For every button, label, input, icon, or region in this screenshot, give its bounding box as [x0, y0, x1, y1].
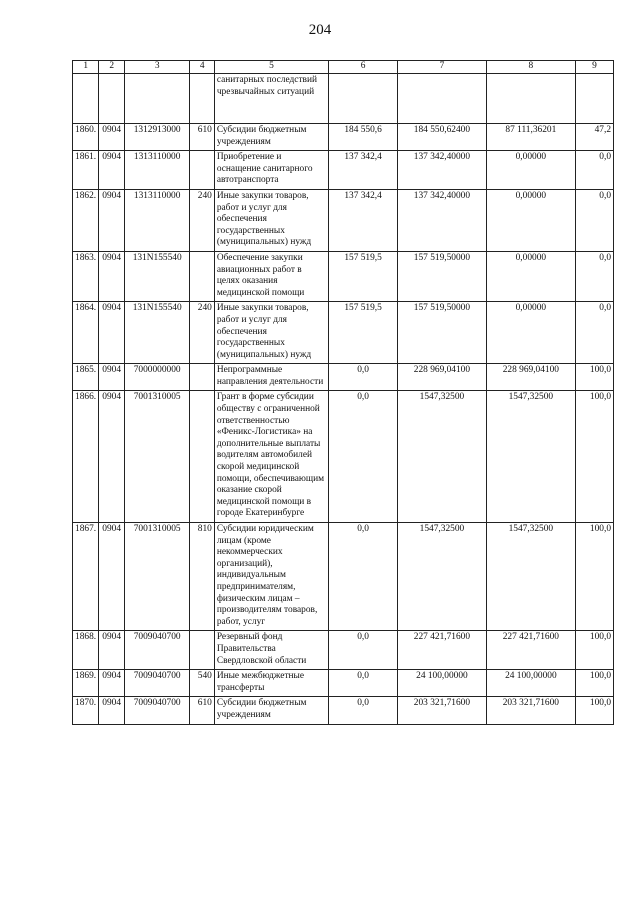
row-number: 1863. — [73, 251, 99, 301]
target-code: 7009040700 — [124, 697, 190, 724]
plan-amount: 0,0 — [329, 670, 398, 697]
row-number: 1870. — [73, 697, 99, 724]
expense-name: Грант в форме субсидии обществу с ограниченной ответственностью «Феникс-Логистика» на дополнительные выплаты водителям автомобилей скорой медицинской помощи, обеспечивающим оказание скорой медицинской помощи в городе Екатеринбурге — [214, 391, 328, 523]
plan-amount: 184 550,6 — [329, 124, 398, 151]
execution-percent: 0,0 — [575, 302, 613, 364]
cell-empty — [190, 74, 214, 124]
cell-empty — [73, 74, 99, 124]
row-number: 1866. — [73, 391, 99, 523]
cell-empty — [397, 74, 486, 124]
expense-type — [190, 251, 214, 301]
header-row — [73, 61, 614, 74]
row-number: 1865. — [73, 364, 99, 391]
refined-amount: 227 421,71600 — [397, 631, 486, 670]
refined-amount: 184 550,62400 — [397, 124, 486, 151]
table-row — [73, 124, 614, 151]
target-code: 131N155540 — [124, 251, 190, 301]
cell-empty — [486, 74, 575, 124]
expense-name: Обеспечение закупки авиационных работ в целях оказания медицинской помощи — [214, 251, 328, 301]
refined-amount: 137 342,40000 — [397, 151, 486, 190]
executed-amount: 0,00000 — [486, 189, 575, 251]
section-code: 0904 — [99, 364, 124, 391]
section-code: 0904 — [99, 391, 124, 523]
continuation-text: санитарных последствий чрезвычайных ситуаций — [214, 74, 328, 124]
expense-type: 540 — [190, 670, 214, 697]
column-header: 9 — [575, 61, 613, 74]
target-code: 7001310005 — [124, 523, 190, 631]
table-row — [73, 631, 614, 670]
plan-amount: 0,0 — [329, 697, 398, 724]
expense-name: Субсидии бюджетным учреждениям — [214, 124, 328, 151]
table-row — [73, 151, 614, 190]
section-code: 0904 — [99, 670, 124, 697]
section-code: 0904 — [99, 523, 124, 631]
expense-name: Иные закупки товаров, работ и услуг для обеспечения государственных (муниципальных) нужд — [214, 189, 328, 251]
execution-percent: 0,0 — [575, 151, 613, 190]
column-header: 1 — [73, 61, 99, 74]
row-number: 1861. — [73, 151, 99, 190]
execution-percent: 100,0 — [575, 697, 613, 724]
expense-type — [190, 364, 214, 391]
row-number: 1860. — [73, 124, 99, 151]
target-code: 7009040700 — [124, 631, 190, 670]
executed-amount: 1547,32500 — [486, 523, 575, 631]
row-number: 1869. — [73, 670, 99, 697]
cell-empty — [329, 74, 398, 124]
table-row — [73, 251, 614, 301]
target-code: 7009040700 — [124, 670, 190, 697]
section-code: 0904 — [99, 189, 124, 251]
executed-amount: 87 111,36201 — [486, 124, 575, 151]
expense-name: Иные межбюджетные трансферты — [214, 670, 328, 697]
executed-amount: 228 969,04100 — [486, 364, 575, 391]
table-row — [73, 670, 614, 697]
execution-percent: 0,0 — [575, 251, 613, 301]
expense-type — [190, 391, 214, 523]
executed-amount: 0,00000 — [486, 151, 575, 190]
target-code: 7000000000 — [124, 364, 190, 391]
plan-amount: 137 342,4 — [329, 151, 398, 190]
expense-type — [190, 151, 214, 190]
column-header: 8 — [486, 61, 575, 74]
plan-amount: 157 519,5 — [329, 251, 398, 301]
expense-name: Субсидии юридическим лицам (кроме некоммерческих организаций), индивидуальным предпринимателям, физическим лицам – производителям товаров, работ, услуг — [214, 523, 328, 631]
executed-amount: 0,00000 — [486, 251, 575, 301]
table-row — [73, 189, 614, 251]
plan-amount: 0,0 — [329, 364, 398, 391]
target-code: 1313110000 — [124, 151, 190, 190]
table-row — [73, 523, 614, 631]
refined-amount: 228 969,04100 — [397, 364, 486, 391]
expense-type: 240 — [190, 189, 214, 251]
target-code: 1313110000 — [124, 189, 190, 251]
plan-amount: 137 342,4 — [329, 189, 398, 251]
page-number: 204 — [308, 22, 332, 38]
target-code: 7001310005 — [124, 391, 190, 523]
expense-type: 610 — [190, 697, 214, 724]
refined-amount: 24 100,00000 — [397, 670, 486, 697]
executed-amount: 227 421,71600 — [486, 631, 575, 670]
continuation-row — [73, 74, 614, 124]
executed-amount: 24 100,00000 — [486, 670, 575, 697]
cell-empty — [99, 74, 124, 124]
row-number: 1864. — [73, 302, 99, 364]
plan-amount: 0,0 — [329, 523, 398, 631]
table-row — [73, 364, 614, 391]
expense-name: Иные закупки товаров, работ и услуг для обеспечения государственных (муниципальных) нужд — [214, 302, 328, 364]
table-row — [73, 302, 614, 364]
executed-amount: 203 321,71600 — [486, 697, 575, 724]
row-number: 1862. — [73, 189, 99, 251]
row-number: 1867. — [73, 523, 99, 631]
expense-type: 240 — [190, 302, 214, 364]
row-number: 1868. — [73, 631, 99, 670]
expense-name: Приобретение и оснащение санитарного автотранспорта — [214, 151, 328, 190]
expense-type: 610 — [190, 124, 214, 151]
execution-percent: 100,0 — [575, 391, 613, 523]
cell-empty — [575, 74, 613, 124]
column-header: 5 — [214, 61, 328, 74]
plan-amount: 157 519,5 — [329, 302, 398, 364]
expense-name: Резервный фонд Правительства Свердловской области — [214, 631, 328, 670]
execution-percent: 100,0 — [575, 364, 613, 391]
execution-percent: 100,0 — [575, 670, 613, 697]
execution-percent: 100,0 — [575, 523, 613, 631]
column-header: 2 — [99, 61, 124, 74]
target-code: 131N155540 — [124, 302, 190, 364]
execution-percent: 0,0 — [575, 189, 613, 251]
section-code: 0904 — [99, 151, 124, 190]
executed-amount: 1547,32500 — [486, 391, 575, 523]
expense-name: Непрограммные направления деятельности — [214, 364, 328, 391]
section-code: 0904 — [99, 124, 124, 151]
refined-amount: 137 342,40000 — [397, 189, 486, 251]
expense-name: Субсидии бюджетным учреждениям — [214, 697, 328, 724]
section-code: 0904 — [99, 251, 124, 301]
expense-type — [190, 631, 214, 670]
refined-amount: 1547,32500 — [397, 391, 486, 523]
column-header: 4 — [190, 61, 214, 74]
budget-table — [72, 60, 614, 725]
section-code: 0904 — [99, 631, 124, 670]
table-row — [73, 697, 614, 724]
column-header: 6 — [329, 61, 398, 74]
plan-amount: 0,0 — [329, 391, 398, 523]
column-header: 3 — [124, 61, 190, 74]
execution-percent: 100,0 — [575, 631, 613, 670]
executed-amount: 0,00000 — [486, 302, 575, 364]
refined-amount: 157 519,50000 — [397, 302, 486, 364]
section-code: 0904 — [99, 697, 124, 724]
execution-percent: 47,2 — [575, 124, 613, 151]
refined-amount: 157 519,50000 — [397, 251, 486, 301]
cell-empty — [124, 74, 190, 124]
section-code: 0904 — [99, 302, 124, 364]
expense-type: 810 — [190, 523, 214, 631]
plan-amount: 0,0 — [329, 631, 398, 670]
table-row — [73, 391, 614, 523]
target-code: 1312913000 — [124, 124, 190, 151]
refined-amount: 203 321,71600 — [397, 697, 486, 724]
refined-amount: 1547,32500 — [397, 523, 486, 631]
column-header: 7 — [397, 61, 486, 74]
